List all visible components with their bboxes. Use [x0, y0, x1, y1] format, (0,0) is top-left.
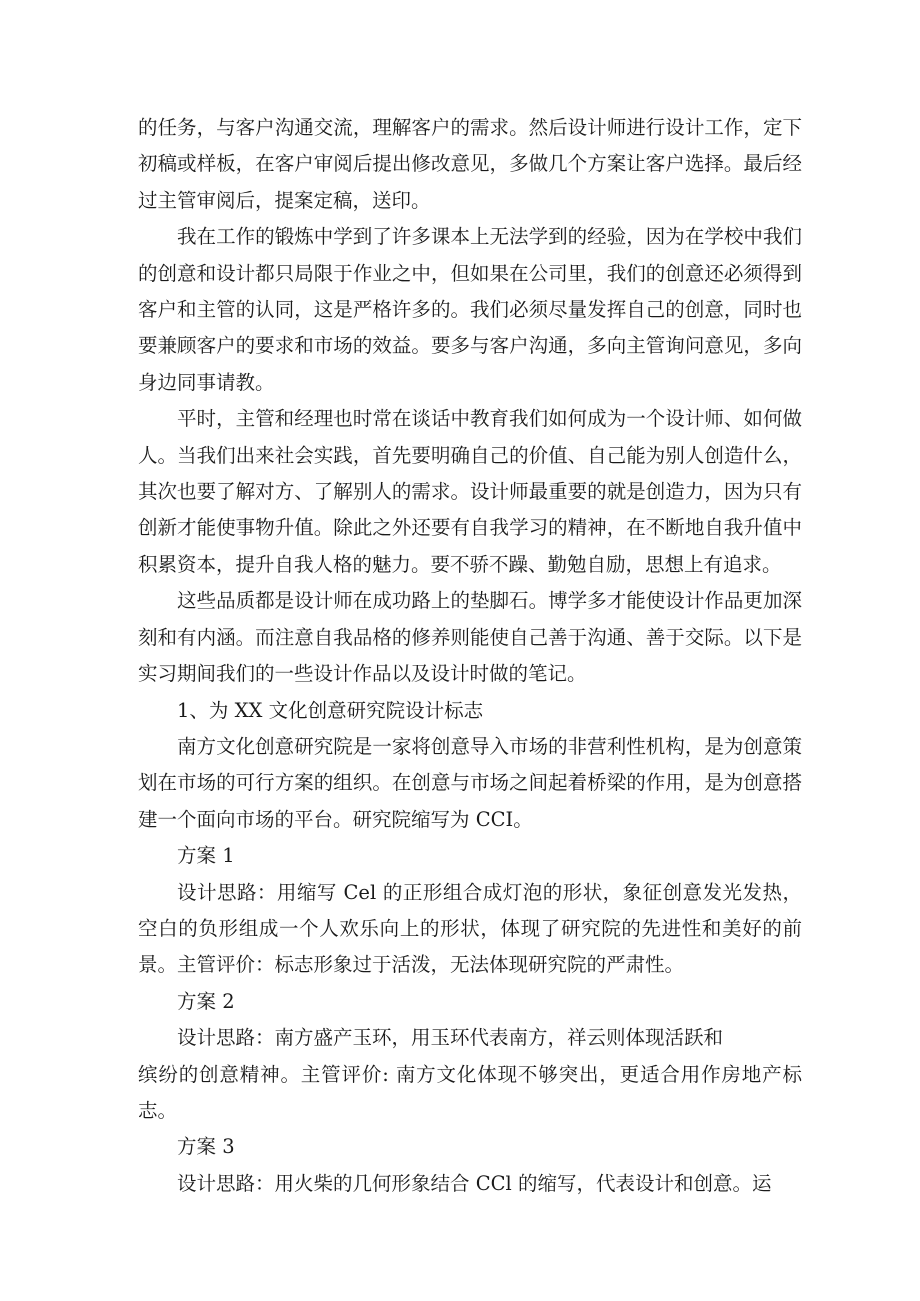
- document-body: [138, 110, 802, 1202]
- option-2-body-line1: 设计思路：南方盛产玉环，用玉环代表南方，祥云则体现活跃和: [177, 1026, 724, 1050]
- option-1-heading: 方案 1: [177, 844, 235, 868]
- option-3-body: 设计思路：用火柴的几何形象结合 CCl 的缩写，代表设计和创意。运: [177, 1171, 772, 1195]
- option-1-body: 设计思路：用缩写 Cel 的正形组合成灯泡的形状，象征创意发光发热，空白的负形组成一个人欢乐向上的形状，体现了研究院的先进性和美好的前景。主管评价：标志形象过于活泼，无法体现研究院的严肃性。: [138, 880, 802, 977]
- paragraph-3: 平时，主管和经理也时常在谈话中教育我们如何成为一个设计师、如何做人。当我们出来社会实践，首先要明确自己的价值、自己能为别人创造什么，其次也要了解对方、了解别人的需求。设计师最重要的就是创造力，因为只有创新才能使事物升值。除此之外还要有自我学习的精神，在不断地自我升值中积累资本，提升自我人格的魅力。要不骄不躁、勤勉自励，思想上有追求。: [138, 407, 802, 576]
- paragraph-4: 这些品质都是设计师在成功路上的垫脚石。博学多才能使设计作品更加深刻和有内涵。而注意自我品格的修养则能使自己善于沟通、善于交际。以下是实习期间我们的一些设计作品以及设计时做的笔记。: [138, 589, 802, 686]
- paragraph-2: 我在工作的锻炼中学到了许多课本上无法学到的经验，因为在学校中我们的创意和设计都只局限于作业之中，但如果在公司里，我们的创意还必须得到客户和主管的认同，这是严格许多的。我们必须尽量发挥自己的创意，同时也要兼顾客户的要求和市场的效益。要多与客户沟通，多向主管询问意见，多向身边同事请教。: [138, 225, 802, 394]
- option-3-heading: 方案 3: [177, 1135, 235, 1159]
- paragraph-1: 的任务，与客户沟通交流，理解客户的需求。然后设计师进行设计工作，定下初稿或样板，在客户审阅后提出修改意见，多做几个方案让客户选择。最后经过主管审阅后，提案定稿，送印。: [138, 116, 802, 212]
- section-heading: 1、为 XX 文化创意研究院设计标志: [177, 698, 484, 722]
- option-2-body-line2: 缤纷的创意精神。主管评价: 南方文化体现不够突出，更适合用作房地产标志。: [138, 1062, 802, 1122]
- option-2-heading: 方案 2: [177, 989, 235, 1013]
- paragraph-intro: 南方文化创意研究院是一家将创意导入市场的非营利性机构，是为创意策划在市场的可行方案的组织。在创意与市场之间起着桥梁的作用，是为创意搭建一个面向市场的平台。研究院缩写为 CCI。: [138, 734, 802, 831]
